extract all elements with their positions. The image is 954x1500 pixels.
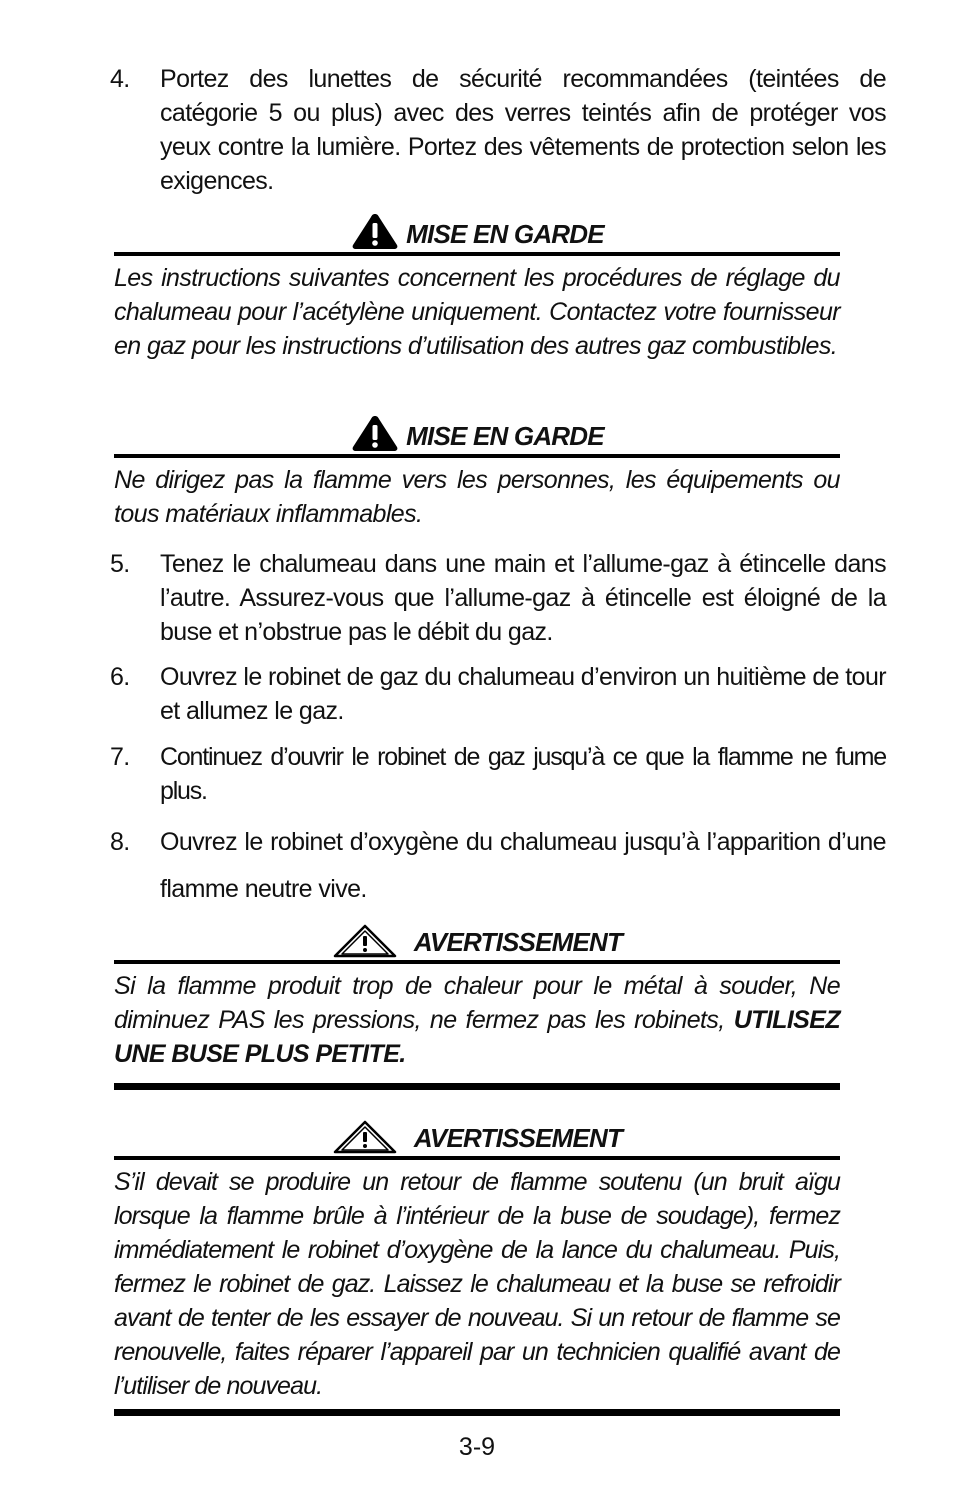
warning-triangle-outline-icon [332,1120,398,1154]
warning-box-1 [114,920,840,1090]
step-7 [110,740,886,808]
step-number: 8. [110,828,130,856]
step-text: Continuez d’ouvrir le robinet de gaz jusqu’à ce que la flamme ne fume plus. [160,743,886,805]
step-text: Portez des lunettes de sécurité recommandées (teintées de catégorie 5 ou plus) avec des verres teintés afin de protéger vos yeux contre la lumière. Portez des vêtements de protection selon les exigences. [160,65,886,195]
warning-title: AVERTISSEMENT [413,1123,623,1153]
warning-text-main: Si la flamme produit trop de chaleur pour le métal à souder, Ne diminuez PAS les pressions, ne fermez pas les robinets, [114,972,840,1034]
step-number: 4. [110,65,130,93]
page-number: 3-9 [458,1433,496,1461]
caution-box-2 [114,414,840,531]
step-4 [110,62,886,198]
caution-header [114,414,840,454]
warning-title: AVERTISSEMENT [413,927,623,957]
warning-triangle-filled-icon [350,414,400,452]
warning-text [114,964,840,1071]
step-text: Tenez le chalumeau dans une main et l’allume-gaz à étincelle dans l’autre. Assurez-vous que l’allume-gaz à étincelle est éloigné de la buse et n’obstrue pas le débit du gaz. [160,550,886,646]
divider [114,1409,840,1416]
warning-text: S’il devait se produire un retour de flamme soutenu (un bruit aïgu lorsque la flamme brûle à l’intérieur de la buse de soudage), fermez immédiatement le robinet d’oxygène de la lance du chalumeau. Puis, fermez le robinet de gaz. Laissez le chalumeau et la buse se refroidir avant de tenter de les essayer de nouveau. Si un retour de flamme se renouvelle, faites réparer l’appareil par un technicien qualifié avant de l’utiliser de nouveau. [114,1168,840,1400]
warning-triangle-outline-icon [332,924,398,958]
caution-text: Les instructions suivantes concernent les procédures de réglage du chalumeau pour l’acétylène uniquement. Contactez votre fournisseur en gaz pour les instructions d’utilisation des autres gaz combustibles. [114,264,840,360]
caution-title: MISE EN GARDE [406,421,604,451]
caution-header [114,212,840,252]
step-8 [110,819,886,913]
step-6 [110,660,886,728]
caution-text: Ne dirigez pas la flamme vers les personnes, les équipements ou tous matériaux inflammables. [114,466,840,528]
caution-title: MISE EN GARDE [406,219,604,249]
step-number: 6. [110,663,130,691]
warning-header [114,920,840,960]
step-text: Ouvrez le robinet de gaz du chalumeau d’environ un huitième de tour et allumez le gaz. [160,663,886,725]
caution-box-1 [114,212,840,363]
warning-header [114,1116,840,1156]
divider [114,1083,840,1090]
step-5 [110,547,886,649]
warning-triangle-filled-icon [350,212,400,250]
step-text: Ouvrez le robinet d’oxygène du chalumeau jusqu’à l’apparition d’une flamme neutre vive. [160,828,886,903]
step-number: 5. [110,550,130,578]
step-number: 7. [110,743,130,771]
warning-box-2 [114,1116,840,1416]
warning-emphasis: UTILISEZ UNE BUSE PLUS PETITE. [114,1006,840,1068]
